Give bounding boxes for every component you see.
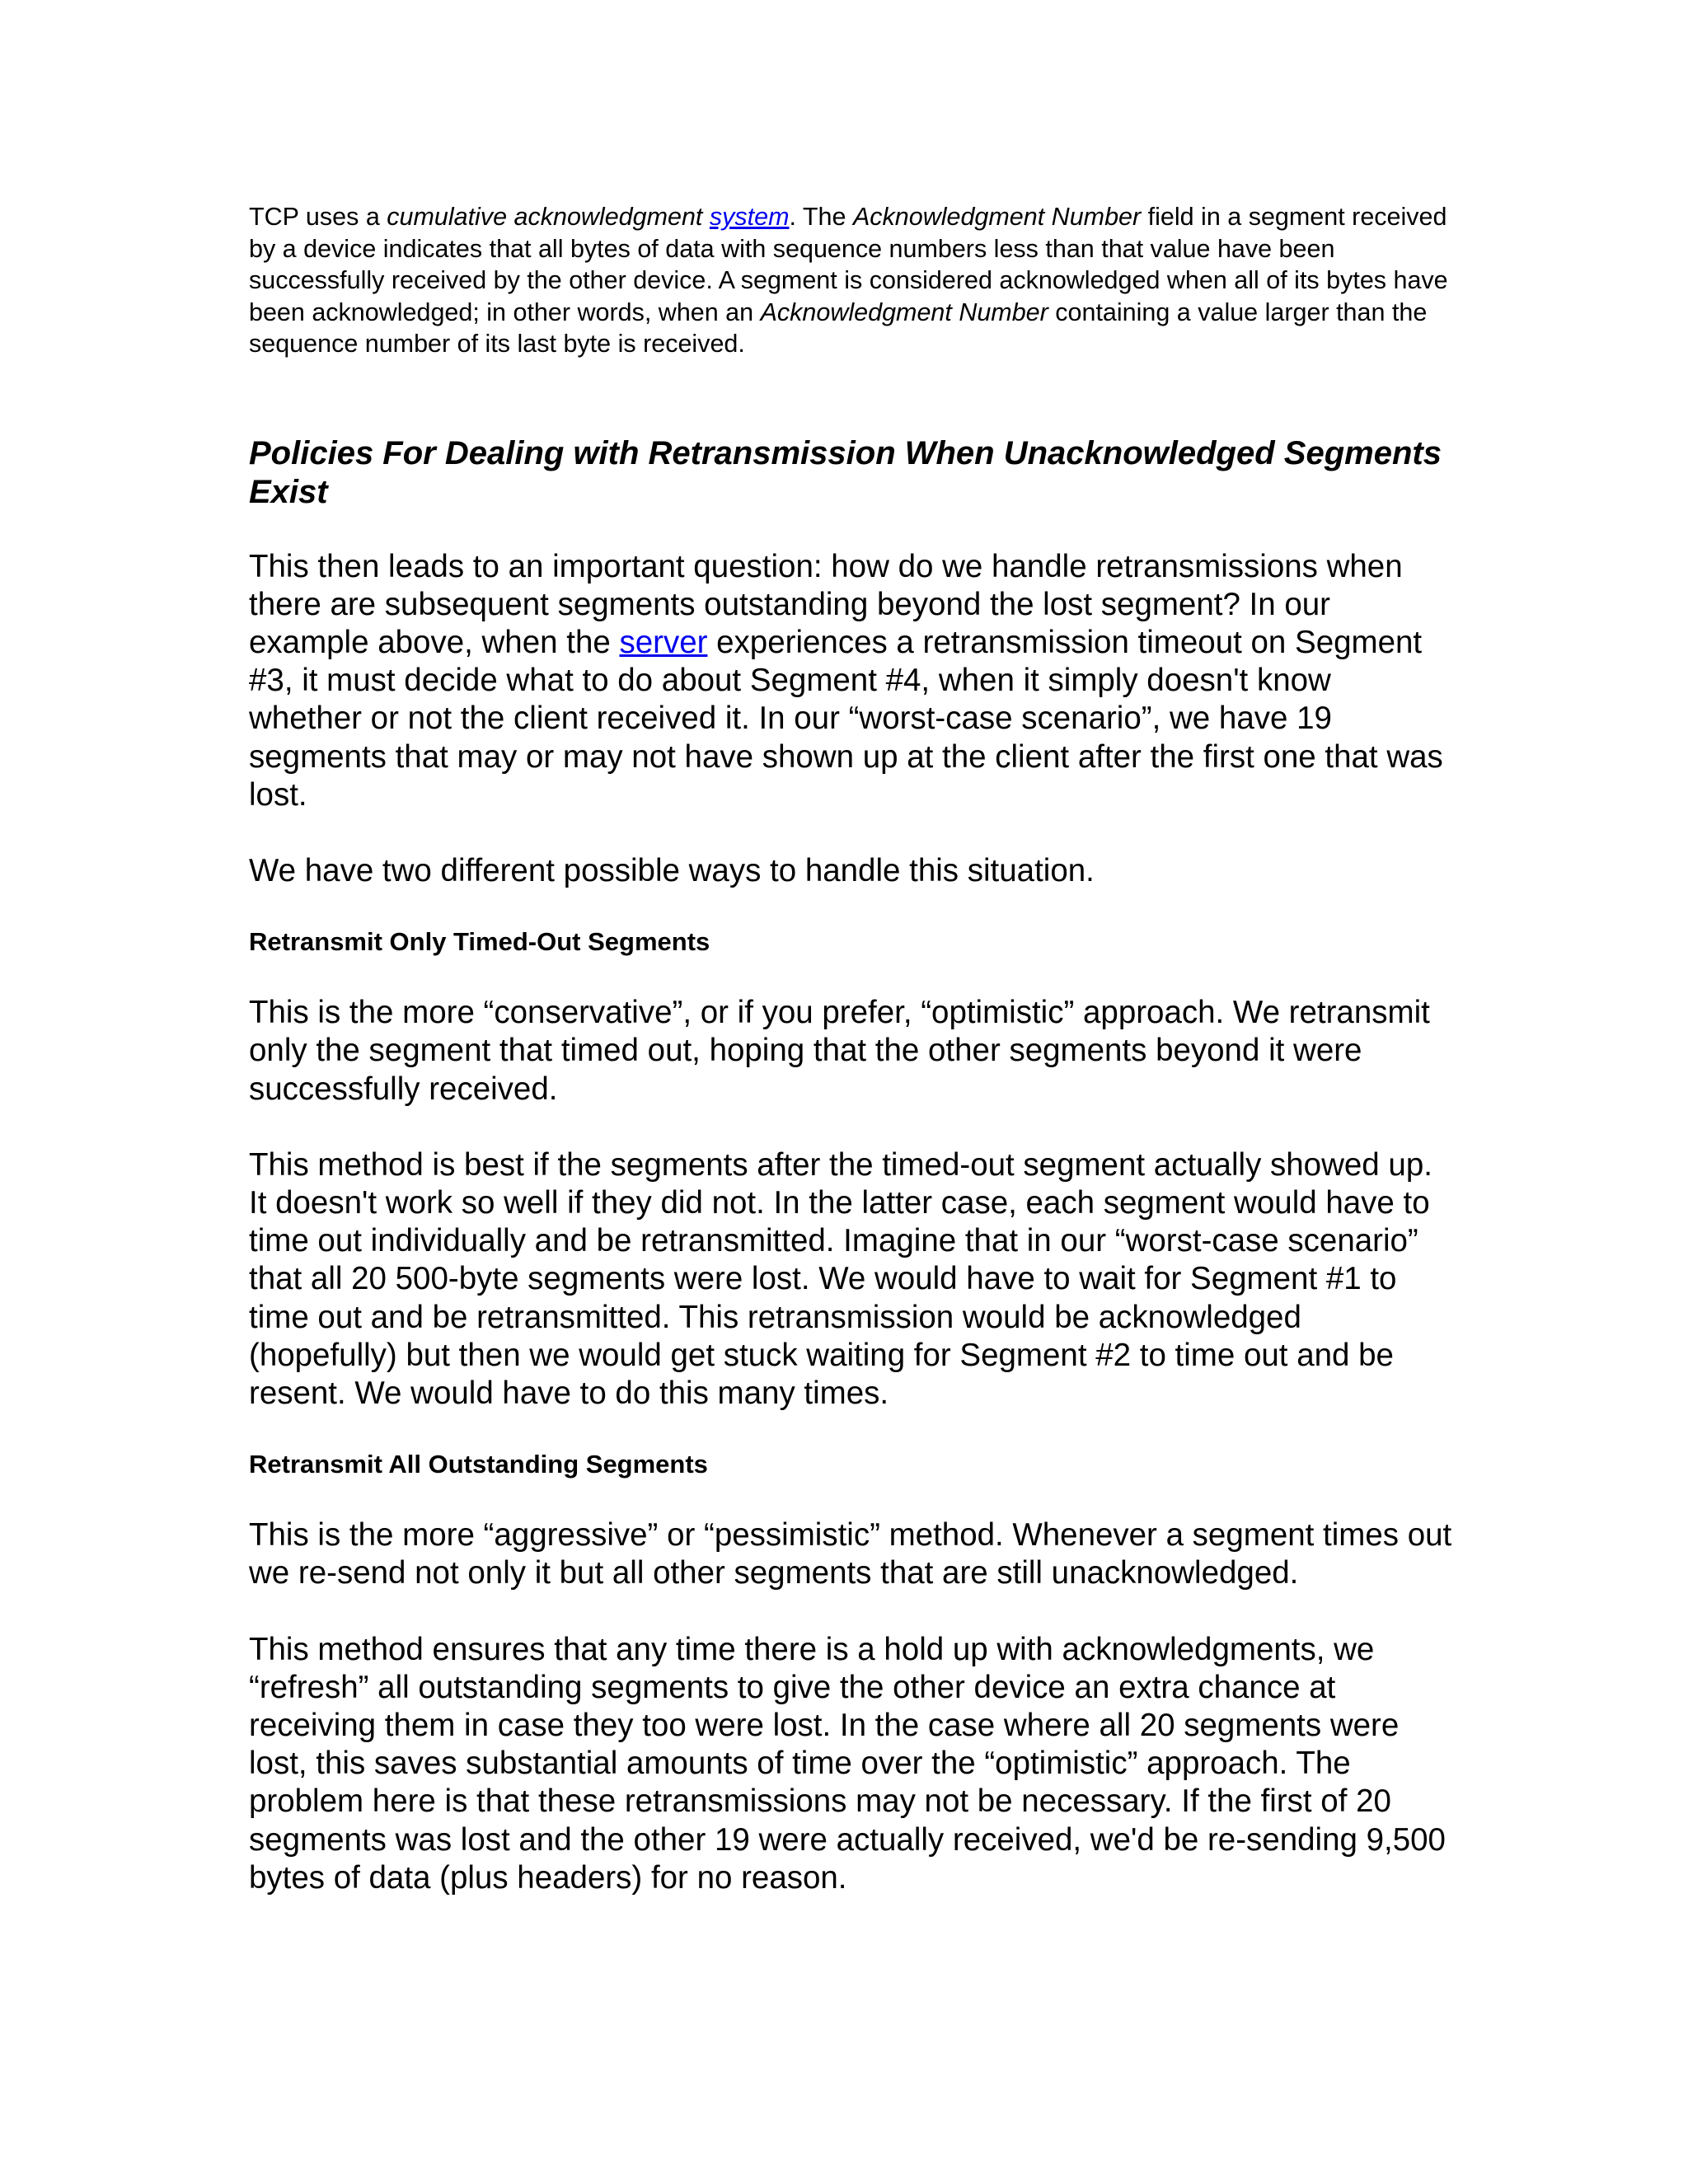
intro-term-ack-number-2: Acknowledgment Number	[760, 298, 1048, 326]
timed-out-paragraph-2: This method is best if the segments after the timed-out segment actually showed up. It doesn't work so well if they did not. In the latter case, each segment would have to time out individually and be retransmitted. Imagine that in our “worst-case scenario” that all 20 500-byte segments were lost. We would have to wait for Segment #1 to time out and be retransmitted. This retransmission would be acknowledged (hopefully) but then we would get stuck waiting for Segment #2 to time out and be resent. We would have to do this many times.	[249, 1146, 1432, 1411]
intro-text-2: . The	[789, 203, 853, 231]
intro-term-ack-number-1: Acknowledgment Number	[852, 203, 1142, 231]
intro-space	[702, 203, 709, 231]
all-outstanding-paragraph-1: This is the more “aggressive” or “pessimistic” method. Whenever a segment times out we re-send not only it but all other segments that are still unacknowledged.	[249, 1517, 1452, 1591]
all-outstanding-paragraph-2: This method ensures that any time there is a hold up with acknowledgments, we “refresh” all outstanding segments to give the other device an extra chance at receiving them in case they too were lost. In the case where all 20 segments were lost, this saves substantial amounts of time over the “optimistic” approach. The problem here is that these retransmissions may not be necessary. If the first of 20 segments was lost and the other 19 were actually received, we'd be re-sending 9,500 bytes of data (plus headers) for no reason.	[249, 1631, 1446, 1896]
intro-text-3: field in a segment received by a device indicates that all bytes of data with sequence numbers less than that value have been successfully received by the other device. A segment is considered acknowledged when all of its bytes have been acknowledged; in other words, when an	[249, 203, 1448, 326]
question-paragraph	[249, 548, 1452, 814]
system-link[interactable]: system	[709, 203, 790, 231]
document-page	[249, 201, 1452, 1897]
intro-text-1: TCP uses a	[249, 203, 387, 231]
server-link[interactable]: server	[619, 624, 708, 660]
question-text-1: This then leads to an important question: how do we handle retransmissions when there are subsequent segments outstanding beyond the lost segment? In our example above, when the	[249, 548, 1403, 660]
all-outstanding-heading: Retransmit All Outstanding Segments	[249, 1450, 708, 1479]
timed-out-heading: Retransmit Only Timed-Out Segments	[249, 927, 710, 957]
intro-paragraph	[249, 201, 1452, 360]
question-text-2: experiences a retransmission timeout on Segment #3, it must decide what to do about Segment #4, when it simply doesn't know whether or not the client received it. In our “worst-case scenario”, we have 19 segments that may or may not have shown up at the client after the first one that was lost.	[249, 624, 1443, 813]
policies-heading: Policies For Dealing with Retransmission When Unacknowledged Segments Exist	[249, 434, 1442, 510]
two-ways-paragraph: We have two different possible ways to handle this situation.	[249, 852, 1095, 888]
timed-out-paragraph-1: This is the more “conservative”, or if you prefer, “optimistic” approach. We retransmit only the segment that timed out, hoping that the other segments beyond it were successfully received.	[249, 995, 1430, 1107]
intro-text-4: containing a value larger than the sequence number of its last byte is received.	[249, 298, 1428, 358]
intro-term-cumulative: cumulative acknowledgment	[387, 203, 703, 231]
